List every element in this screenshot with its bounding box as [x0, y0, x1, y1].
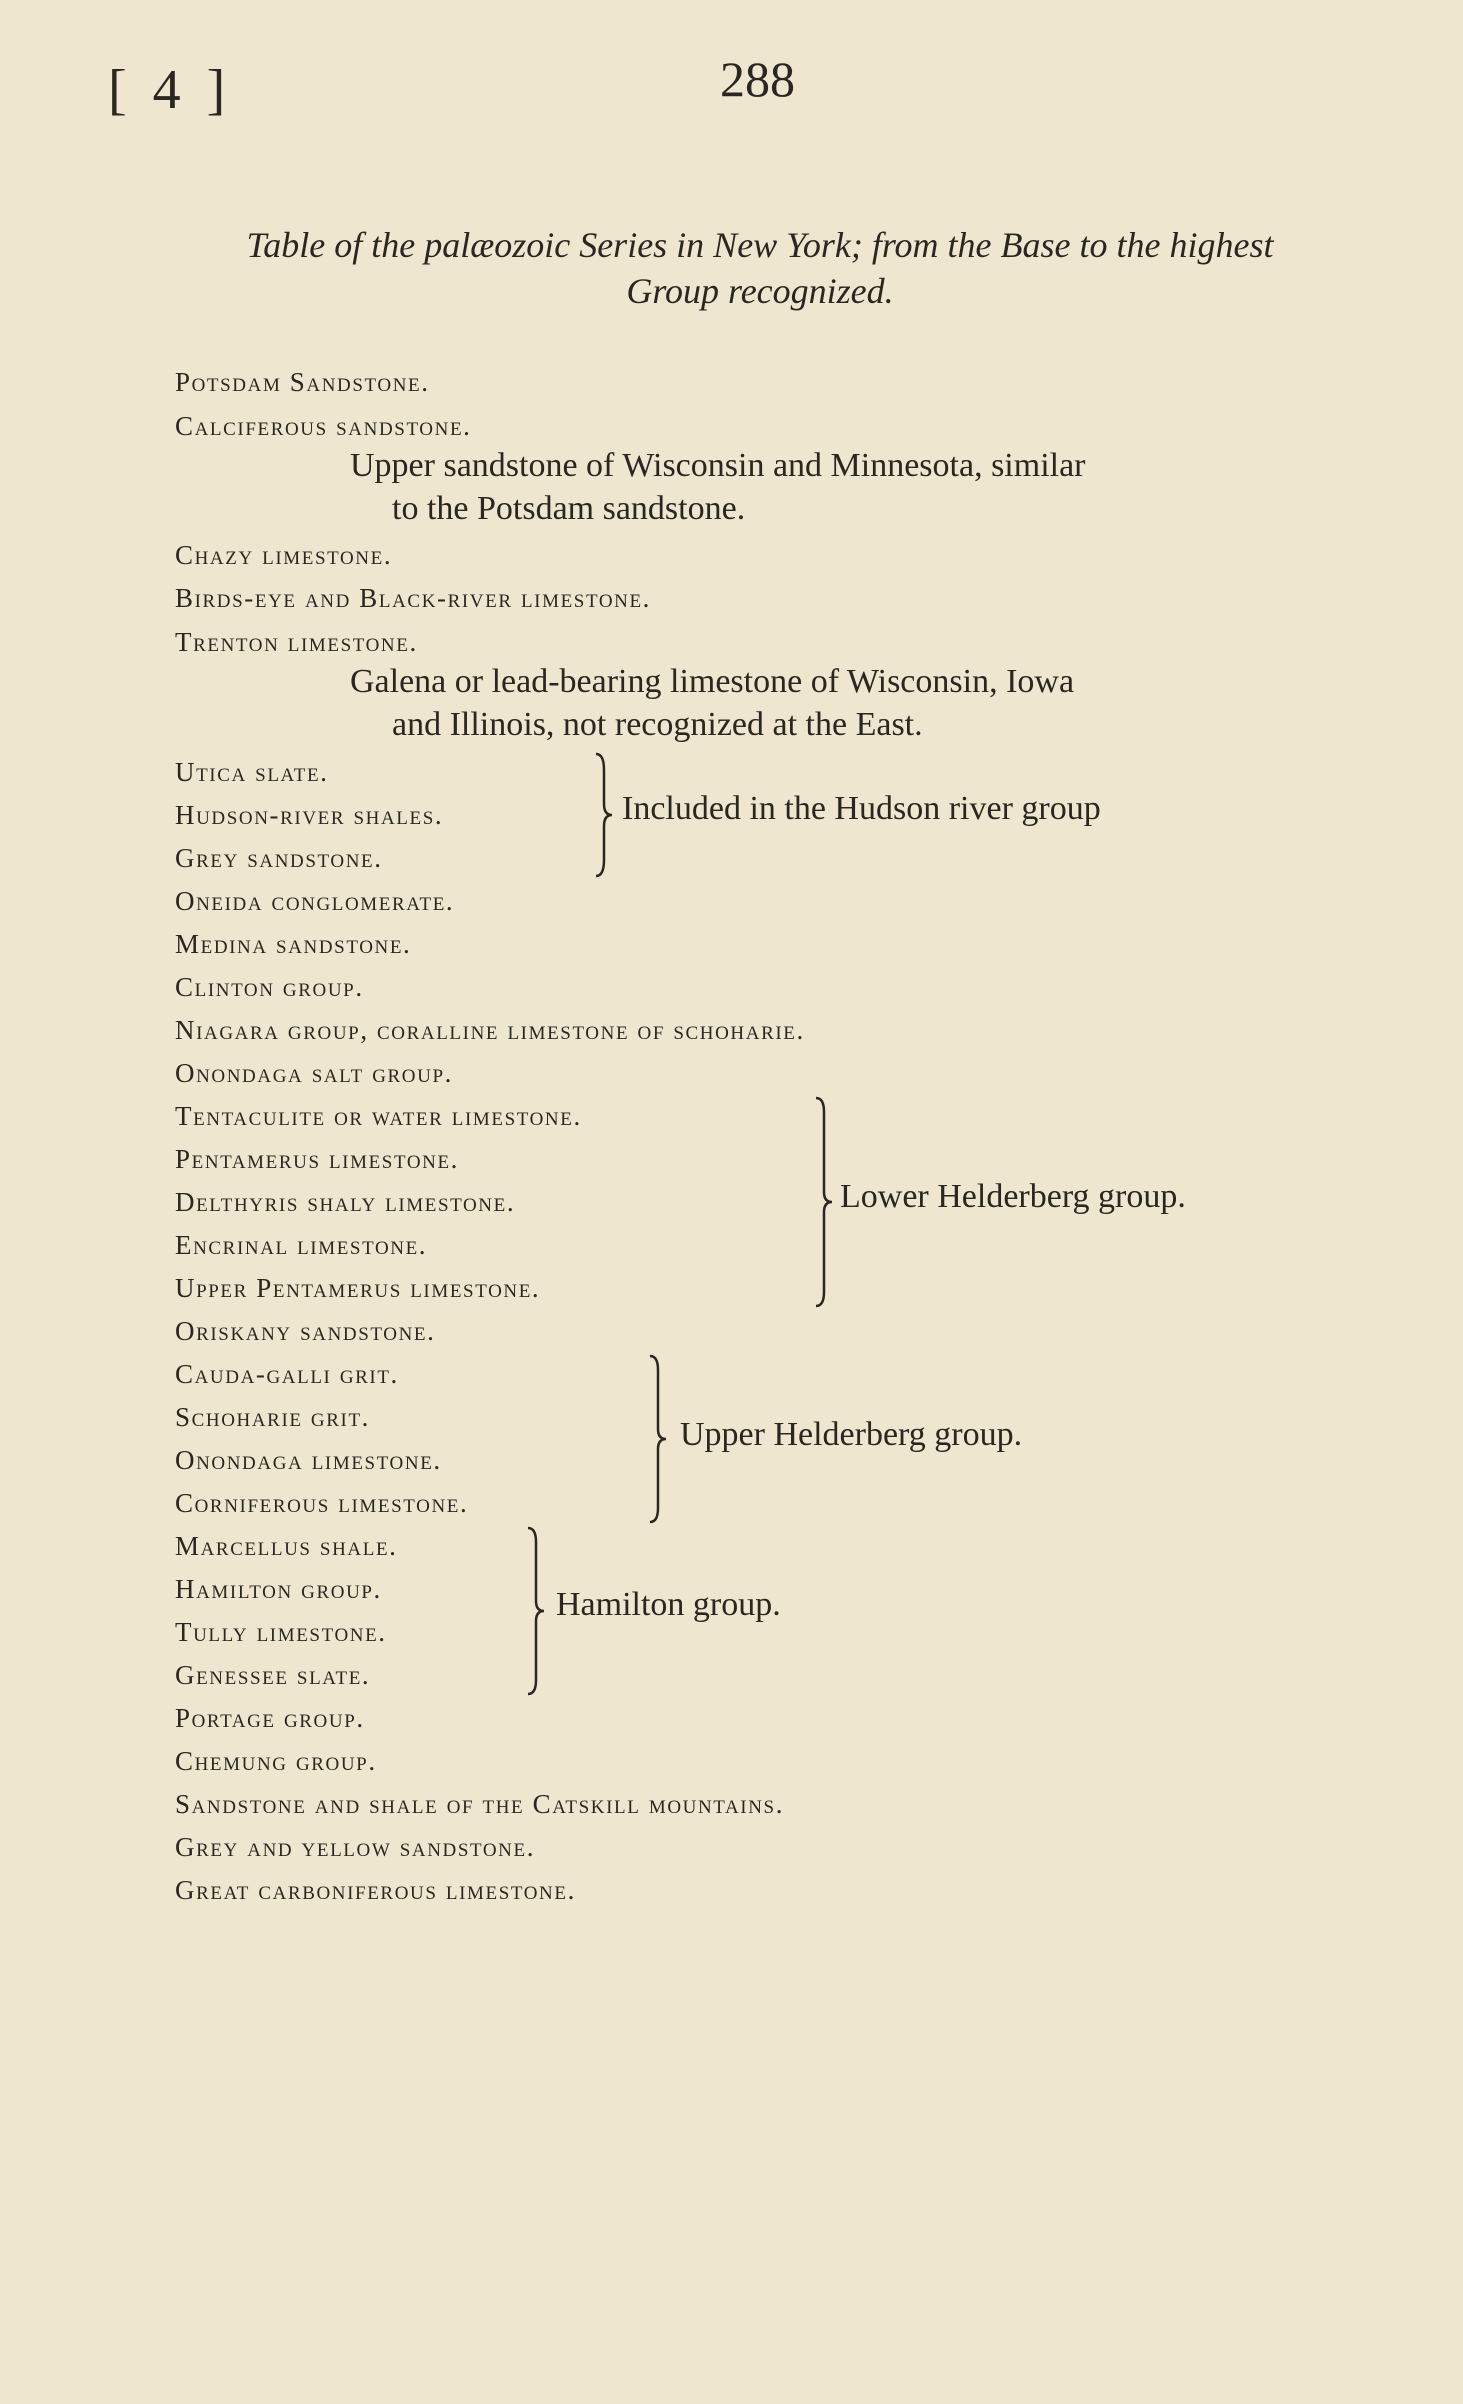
entry-name: Marcellus shale.: [175, 1531, 398, 1561]
entry-name: Oriskany sandstone.: [175, 1316, 436, 1346]
entry-name: Utica slate.: [175, 757, 329, 787]
entry-name: Grey sandstone.: [175, 843, 383, 873]
entry-name: Niagara group, coralline limestone of schoharie.: [175, 1015, 805, 1045]
entry-name: Corniferous limestone.: [175, 1488, 469, 1518]
note-line-2: and Illinois, not recognized at the East.: [392, 706, 923, 743]
bracketed-reference: [ 4 ]: [108, 59, 232, 121]
entry-name: Upper Pentamerus limestone.: [175, 1273, 541, 1303]
entry-name: Birds-eye and Black-river limestone.: [175, 583, 652, 613]
entry-name: Trenton limestone.: [175, 627, 418, 657]
upper-helderberg-brace: [646, 1354, 672, 1524]
entry-name: Tully limestone.: [175, 1617, 387, 1647]
hamilton-brace: [524, 1526, 550, 1696]
hudson-river-brace: [590, 752, 616, 878]
group-label-upper-helderberg: Upper Helderberg group.: [680, 1416, 1023, 1453]
entry-name: Great carboniferous limestone.: [175, 1875, 576, 1905]
page-number: 288: [720, 51, 795, 107]
note-calciferous: [350, 444, 1350, 530]
entry-name: Onondaga salt group.: [175, 1058, 453, 1088]
group-label-hamilton: Hamilton group.: [556, 1586, 781, 1623]
entry-name: Encrinal limestone.: [175, 1230, 428, 1260]
note-line-1: Upper sandstone of Wisconsin and Minnesota, similar: [350, 447, 1086, 484]
entry-name: Cauda-galli grit.: [175, 1359, 399, 1389]
table-title-line-1: Table of the palæozoic Series in New York; from the Base to the highest: [246, 225, 1274, 265]
table-title: [100, 222, 1420, 314]
entry-name: Tentaculite or water limestone.: [175, 1101, 582, 1131]
entry-name: Delthyris shaly limestone.: [175, 1187, 516, 1217]
entry-name: Oneida conglomerate.: [175, 886, 455, 916]
entry-name: Sandstone and shale of the Catskill mountains.: [175, 1789, 785, 1819]
entry-name: Chemung group.: [175, 1746, 377, 1776]
group-label-lower-helderberg: Lower Helderberg group.: [840, 1178, 1186, 1215]
note-line-2: to the Potsdam sandstone.: [392, 490, 746, 527]
lower-helderberg-brace: [812, 1096, 838, 1308]
note-trenton: [350, 660, 1350, 746]
entry-name: Genessee slate.: [175, 1660, 371, 1690]
table-title-line-2: Group recognized.: [626, 271, 894, 311]
entry-name: Potsdam Sandstone.: [175, 367, 430, 397]
entry-name: Pentamerus limestone.: [175, 1144, 460, 1174]
entry-name: Portage group.: [175, 1703, 365, 1733]
entry-name: Schoharie grit.: [175, 1402, 371, 1432]
entry-name: Clinton group.: [175, 972, 364, 1002]
entry-name: Calciferous sandstone.: [175, 411, 472, 441]
entry-name: Hudson-river shales.: [175, 800, 444, 830]
entry-name: Onondaga limestone.: [175, 1445, 442, 1475]
entry-name: Hamilton group.: [175, 1574, 382, 1604]
entry-name: Chazy limestone.: [175, 540, 393, 570]
entry-name: Medina sandstone.: [175, 929, 412, 959]
group-label-hudson-river: Included in the Hudson river group: [622, 790, 1101, 827]
entry-name: Grey and yellow sandstone.: [175, 1832, 536, 1862]
note-line-1: Galena or lead-bearing limestone of Wisconsin, Iowa: [350, 663, 1075, 700]
